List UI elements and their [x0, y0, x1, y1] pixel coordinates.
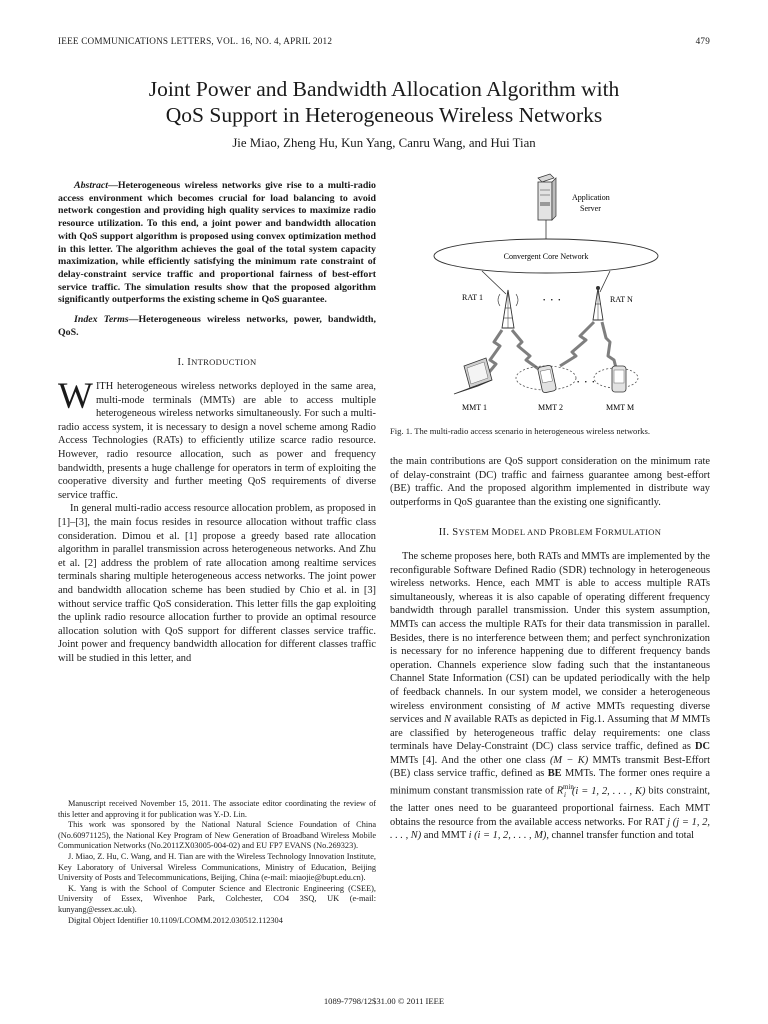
footnote-affiliation-2: K. Yang is with the School of Computer Science and Electronic Engineering (CSEE), University of Essex, Wivenhoe Park, Colchester, CO4 3SQ, UK (e-mail: kunyang@essex.ac.uk). [58, 883, 376, 914]
server-label-1: Application [572, 193, 610, 202]
section-numeral: I. [177, 357, 188, 369]
abstract-text: —Heterogeneous wireless networks give rise to a multi-radio access environment which becomes crucial for load balancing to avoid network congestion and providing high quality services to maximize radio resource utilization. To this end, a joint power and bandwidth allocation with QoS support algorithm is proposed using convex optimization method in this letter. The algorithm achieves the goal of the total system capacity maximization, while efficiently satisfying the minimum rate constraint of delay-constraint service traffic and proportional fairness of best-effort service traffic. The simulation results show that the proposed algorithm significantly outperforms the existing scheme in QoS guarantee. [58, 180, 376, 306]
text-run: MMTs. The former ones require a minimum constant transmission rate of [390, 768, 710, 797]
network-diagram [390, 170, 710, 416]
math-expression: (j = 1, 2, . . . , N) [390, 816, 710, 842]
section-cap: I [187, 357, 192, 369]
rat-1-label: RAT 1 [462, 293, 483, 302]
section-cap: F [595, 527, 602, 539]
section-rest: ROBLEM [555, 527, 596, 538]
section-heading-introduction [58, 356, 376, 370]
mmt-ellipsis: · · · [576, 374, 596, 389]
running-head [58, 36, 710, 46]
rat-n-label: RAT N [610, 295, 633, 304]
text-run: and MMT [421, 830, 469, 842]
author-list: Jie Miao, Zheng Hu, Kun Yang, Canru Wang, and Hui Tian [232, 136, 536, 150]
intro-p1-text: ITH heterogeneous wireless networks deployed in the same area, multi-mode terminals (MMTs) are able to access multiple heterogeneous wireless networks simultaneously. For such a multi-radio access system, it is necessary to design a novel scheme among Radio Access Technologies (RATs) to efficiently utilize scarce radio resource. However, radio resource allocation, such as power and frequency bandwidth, presents a huge challenge for operators in term of exploiting the cooperative diversity and further meeting QoS requirements of diverse service traffic. [58, 381, 376, 501]
title-line-2: QoS Support in Heterogeneous Wireless Networks [165, 103, 603, 127]
text-run: bits constraint, the latter ones need to be guaranteed proportional fairness. Each MMT obtains the resource from the available access networks. For RAT [390, 785, 710, 828]
bold-term: DC [694, 741, 710, 753]
text-run: active MMTs requesting diverse services and [390, 700, 710, 726]
math-symbol: i [468, 830, 472, 842]
mmt-1-laptop-icon [454, 358, 492, 394]
math-expression: (i = 1, 2, . . . , M) [471, 830, 547, 842]
text-run: MMTs [4]. And the other one class [390, 754, 550, 766]
math-symbol: M [670, 714, 680, 726]
text-run: MMTs are classified by heterogeneous traffic delay requirements: one class terminals have Delay-Constraint (DC) class service traffic, defined as [390, 714, 710, 753]
math-symbol: M [551, 700, 560, 712]
section-cap: M [491, 527, 502, 539]
footnotes [58, 799, 376, 926]
footnote-funding: This work was sponsored by the National Natural Science Foundation of China (No.60971125), the National Key Program of New Generation of Broadband Wireless Mobile Communication Networks (No.2011ZX03005-004-02) and EU FP7 EVANS (No.269323). [58, 820, 376, 851]
text-run: available RATs as depicted in Fig.1. Assuming that [451, 714, 671, 726]
text-run: The scheme proposes here, both RATs and MMTs are implemented by the reconfigurable Software Defined Radio (SDR) technology in heterogeneous wireless networks. Hence, each MMT is able to access multiple RATs simultaneously, whereas it is also capable of operating different frequency bandwidth through parallel transmission. Under this system assumption, MMTs can access the multiple RATs for their data transmission in parallel. Besides, there is no interference between them; and perfect synchronization is necessary for no inference happening due to different frequency bands operation. Channels experience slow fading such that the instantaneous Channel State Information (CSI) can be updated periodically with the help of feedback channels. In our system model, we consider a heterogeneous wireless environment consisting of [390, 550, 710, 712]
footnote-manuscript: Manuscript received November 15, 2011. The associate editor coordinating the review of this letter and approving it for publication was Y.-D. Lin. [58, 799, 376, 819]
footnote-affiliation-1: J. Miao, Z. Hu, C. Wang, and H. Tian are with the Wireless Technology Innovation Institute, Key Laboratory of Universal Wireless Communications, Ministry of Education, Beijing University of Posts and Telecommunications, Beijing, China (e-mail: miaojie@bupt.edu.cn). [58, 851, 376, 883]
figure-1 [390, 170, 710, 416]
contributions-paragraph: the main contributions are QoS support consideration on the minimum rate of delay-constraint (DC) traffic and fairness guarantee among best-effort (BE) traffic. And the proposed algorithm implemented in distribute way outperforms in QoS guarantee than the existing one significantly. [390, 456, 710, 508]
copyright-line: 1089-7798/12$31.00 © 2011 IEEE [323, 996, 445, 1006]
text-run: , channel transfer function and total [546, 830, 695, 842]
math-superscript: min [563, 783, 574, 792]
rat-n-tower-icon [593, 286, 603, 320]
section-rest: ODEL AND [501, 527, 550, 538]
figure-1-caption: Fig. 1. The multi-radio access scenario in heterogeneous wireless networks. [390, 426, 650, 436]
right-column [390, 170, 710, 843]
section-cap: P [549, 527, 556, 539]
section-rest: NTRODUCTION [191, 357, 257, 368]
mmt-1-label: MMT 1 [462, 403, 487, 412]
text-run: MMTs transmit Best-Effort (BE) class service traffic, defined as [390, 754, 710, 780]
system-model-paragraph [390, 550, 710, 843]
title-line-1: Joint Power and Bandwidth Allocation Algorithm with [148, 77, 620, 101]
core-network-label: Convergent Core Network [503, 252, 589, 261]
index-terms [58, 314, 376, 339]
math-expression: (i = 1, 2, . . . , K) [571, 785, 646, 797]
abstract-label: Abstract [74, 180, 109, 191]
page-number: 479 [695, 36, 710, 46]
journal-info: IEEE COMMUNICATIONS LETTERS, VOL. 16, NO. 4, APRIL 2012 [58, 36, 333, 46]
left-column [58, 180, 376, 666]
index-terms-text: —Heterogeneous wireless networks, power, bandwidth, QoS. [58, 314, 376, 338]
math-expression: (M − K) [549, 754, 589, 766]
rat-1-tower-icon [498, 290, 518, 328]
intro-paragraph-2: In general multi-radio access resource allocation problem, as proposed in [1]–[3], the main focus resides in resource allocation without traffic class consideration. Dimou et al. [1] propose a greedy based rate allocation algorithm in parallel transmission across heterogeneous networks. And Zhu et al. [2] address the problem of rate allocation among realtime services terminals sharing multiple heterogeneous access networks. The joint power and bandwidth allocation scheme has been studied by Chio et al. in [3] without service traffic QoS consideration. This letter fills the gap exploiting the uplink radio resource allocation further to provide an optimal resource allocation solution with QoS support for different classes service traffic. Joint power and frequency bandwidth allocation for different classes traffic will be studied in this letter, and [58, 503, 376, 664]
footnote-doi: Digital Object Identifier 10.1109/LCOMM.2012.030512.112304 [68, 915, 283, 925]
abstract [58, 180, 376, 307]
rat-ellipsis: · · · [542, 292, 562, 307]
section-cap: S [452, 527, 459, 539]
server-icon [538, 174, 556, 220]
server-label-2: Server [580, 204, 601, 213]
section-numeral: II. [438, 527, 453, 539]
mmt-2-phone-icon [537, 365, 556, 393]
mmt-2-label: MMT 2 [538, 403, 563, 412]
section-rest: ORMULATION [601, 527, 662, 538]
section-rest: YSTEM [458, 527, 492, 538]
math-symbol: N [444, 714, 452, 726]
mmt-m-phone-icon [612, 366, 626, 392]
drop-cap: W [58, 376, 93, 418]
paper-title [0, 76, 768, 128]
mmt-m-label: MMT M [606, 403, 635, 412]
index-terms-label: Index Terms [74, 314, 129, 326]
math-symbol: R [556, 785, 564, 797]
section-heading-system-model [390, 526, 710, 540]
bold-term: BE [547, 768, 562, 780]
intro-paragraph-1 [58, 376, 376, 502]
math-symbol: j [667, 816, 670, 828]
math-subscript: i [563, 790, 566, 799]
